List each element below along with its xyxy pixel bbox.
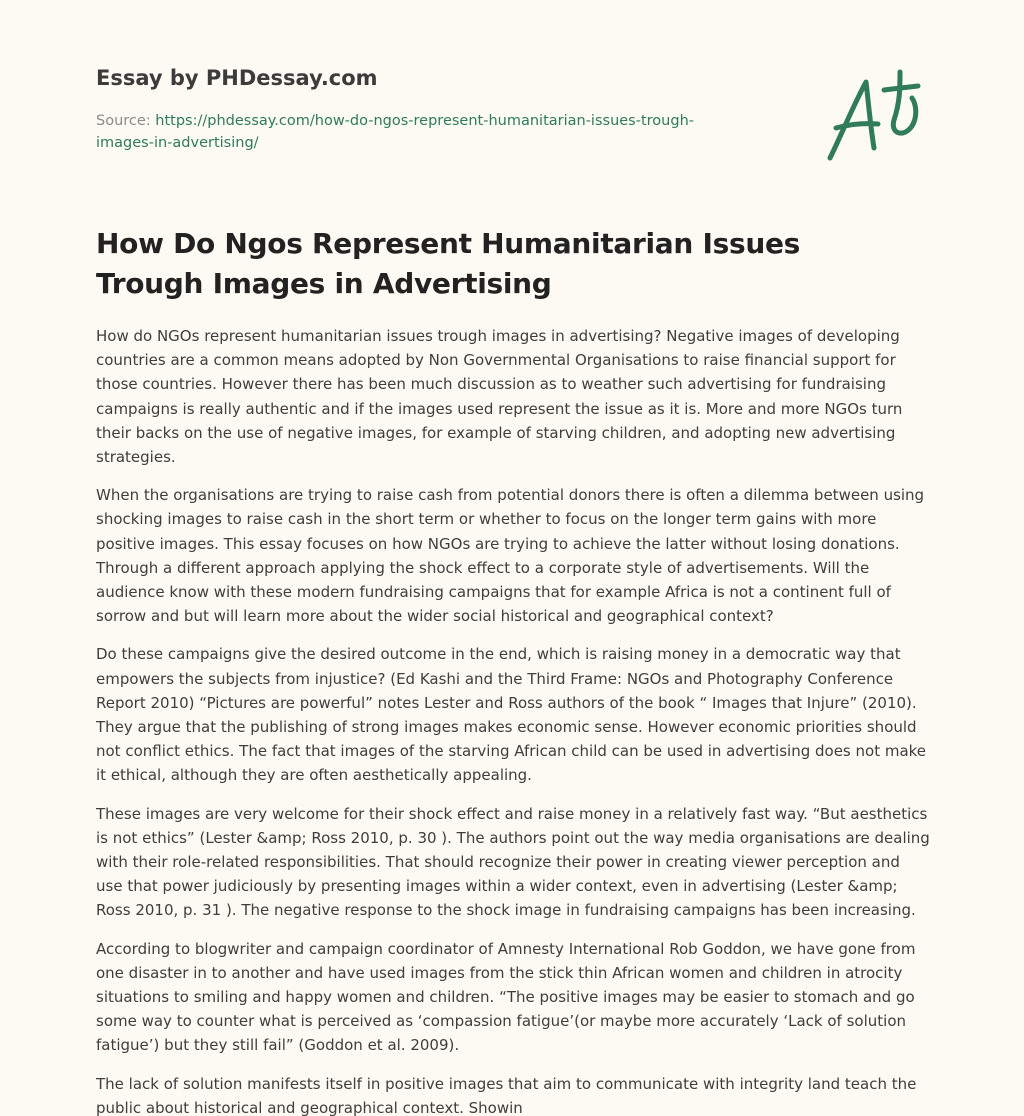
source-label: Source: [96, 113, 151, 129]
essay-paragraph-5: According to blogwriter and campaign coordinator of Amnesty International Rob Goddon, we have gone from one disaster in to another and have used images from the stick thin African women and children in atrocity situations to smiling and happy women and children. “The positive images may be easier to stomach and go some way to counter what is perceived as ‘compassion fatigue’(or maybe more accurately ‘Lack of solution fatigue’) but they still fail” (Goddon et al. 2009). [96, 939, 916, 1055]
source-link-line-2: images-in-advertising/ [96, 135, 259, 151]
essay-title: How Do Ngos Represent Humanitarian Issues Trough Images in Advertising [96, 227, 801, 300]
site-title: Essay by PHDessay.com [96, 66, 378, 90]
essay-paragraph-1: How do NGOs represent humanitarian issues trough images in advertising? Negative images of developing countries are a common means adopted by Non Governmental Organisations to raise financial support for those countries. However there has been much discussion as to weather such advertising for fundraising campaigns is really authentic and if the images used represent the issue as it is. More and more NGOs turn their backs on the use of negative images, for example of starving children, and adopting new advertising strategies. [96, 327, 903, 467]
source-link[interactable] [96, 113, 694, 151]
source-link-line-1: https://phdessay.com/how-do-ngos-represent-humanitarian-issues-trough- [155, 113, 694, 129]
essay-header [96, 64, 736, 154]
essay-paragraph-4: These images are very welcome for their shock effect and raise money in a relatively fast way. “But aesthetics is not ethics” (Lester &amp; Ross 2010, p. 30 ). The authors point out the way media organisations are dealing with their role-related responsibilities. That should recognize their power in creating viewer perception and use that power judiciously by presenting images within a wider context, even in advertising (Lester &amp; Ross 2010, p. 31 ). The negative response to the shock image in fundraising campaigns has been increasing. [96, 804, 930, 920]
source-line [96, 110, 736, 154]
essay-body [96, 324, 930, 1116]
a-plus-grade-icon [820, 68, 930, 168]
essay-paragraph-2: When the organisations are trying to raise cash from potential donors there is often a dilemma between using shocking images to raise cash in the short term or whether to focus on the longer term gains with more positive images. This essay focuses on how NGOs are trying to achieve the latter without losing donations. Through a different approach applying the shock effect to a corporate style of advertisements. Will the audience know with these modern fundraising campaigns that for example Africa is not a continent full of sorrow and but will learn more about the wider social historical and geographical context? [96, 486, 925, 626]
essay-paragraph-6: The lack of solution manifests itself in positive images that aim to communicate with integrity land teach the public about historical and geographical context. Showin [96, 1074, 917, 1116]
essay-paragraph-3: Do these campaigns give the desired outcome in the end, which is raising money in a democratic way that empowers the subjects from injustice? (Ed Kashi and the Third Frame: NGOs and Photography Conference Report 2010) “Pictures are powerful” notes Lester and Ross authors of the book “ Images that Injure” (2010). They argue that the publishing of strong images makes economic sense. However economic priorities should not conflict ethics. The fact that images of the starving African child can be used in advertising does not make it ethical, although they are often aesthetically appealing. [96, 645, 927, 785]
